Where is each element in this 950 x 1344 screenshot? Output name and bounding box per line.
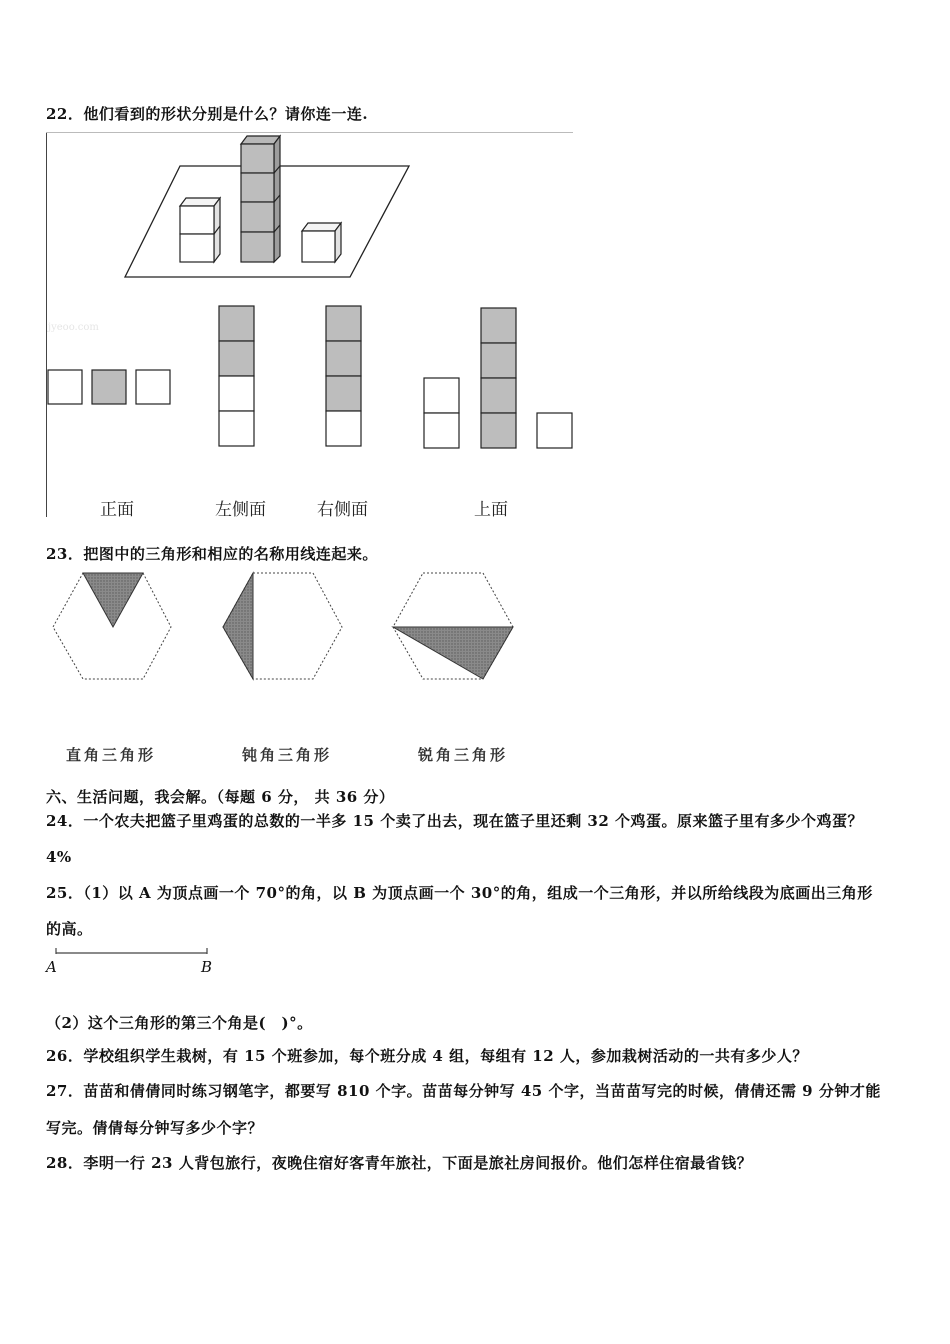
question-24-extra: 4%	[46, 848, 72, 866]
question-25-line1: 25．（1）以 A 为顶点画一个 70°的角，以 B 为顶点画一个 30°的角，组成一个三角形，并以所给线段为底画出三角形	[46, 884, 873, 902]
question-28: 28．李明一行 23 人背包旅行，夜晚住宿好客青年旅社，下面是旅社房间报价。他们怎样住宿最省钱？	[46, 1154, 753, 1172]
question-23: 23．把图中的三角形和相应的名称用线连起来。	[46, 545, 378, 563]
question-27-line2: 写完。倩倩每分钟写多少个字？	[46, 1119, 264, 1137]
point-a-label: A	[46, 958, 57, 976]
view-label-right: 右侧面	[317, 500, 368, 520]
point-b-label: B	[201, 958, 213, 976]
question-25-part2: （2）这个三角形的第三个角是( )°。	[46, 1014, 313, 1032]
name-obtuse-triangle: 钝角三角形	[242, 746, 333, 764]
q23-hexagons	[46, 568, 526, 688]
name-right-triangle: 直角三角形	[66, 746, 157, 764]
view-label-top: 上面	[474, 500, 508, 520]
hexagon-3	[393, 573, 513, 679]
q22-figure	[46, 132, 576, 520]
view-label-front: 正面	[100, 500, 134, 520]
question-22: 22．他们看到的形状分别是什么？请你连一连.	[46, 105, 369, 123]
segment-ab	[44, 945, 224, 980]
section-6-heading: 六、生活问题，我会解。（每题 6 分， 共 36 分）	[46, 788, 395, 806]
hexagon-2	[223, 573, 342, 679]
watermark: jyeoo.com	[48, 322, 99, 333]
question-24: 24．一个农夫把篮子里鸡蛋的总数的一半多 15 个卖了出去，现在篮子里还剩 32 个鸡蛋。原来篮子里有多少个鸡蛋？	[46, 812, 864, 830]
view-label-left: 左侧面	[215, 500, 266, 520]
hexagon-1	[53, 573, 171, 679]
question-25-line2: 的高。	[46, 920, 93, 938]
q22-cubes-diagram	[46, 132, 576, 517]
name-acute-triangle: 锐角三角形	[418, 746, 509, 764]
question-26: 26．学校组织学生栽树，有 15 个班参加，每个班分成 4 组，每组有 12 人，参加栽树活动的一共有多少人？	[46, 1047, 808, 1065]
question-27-line1: 27．苗苗和倩倩同时练习钢笔字，都要写 810 个字。苗苗每分钟写 45 个字，当苗苗写完的时候，倩倩还需 9 分钟才能	[46, 1082, 881, 1100]
q23-figure	[46, 568, 526, 688]
